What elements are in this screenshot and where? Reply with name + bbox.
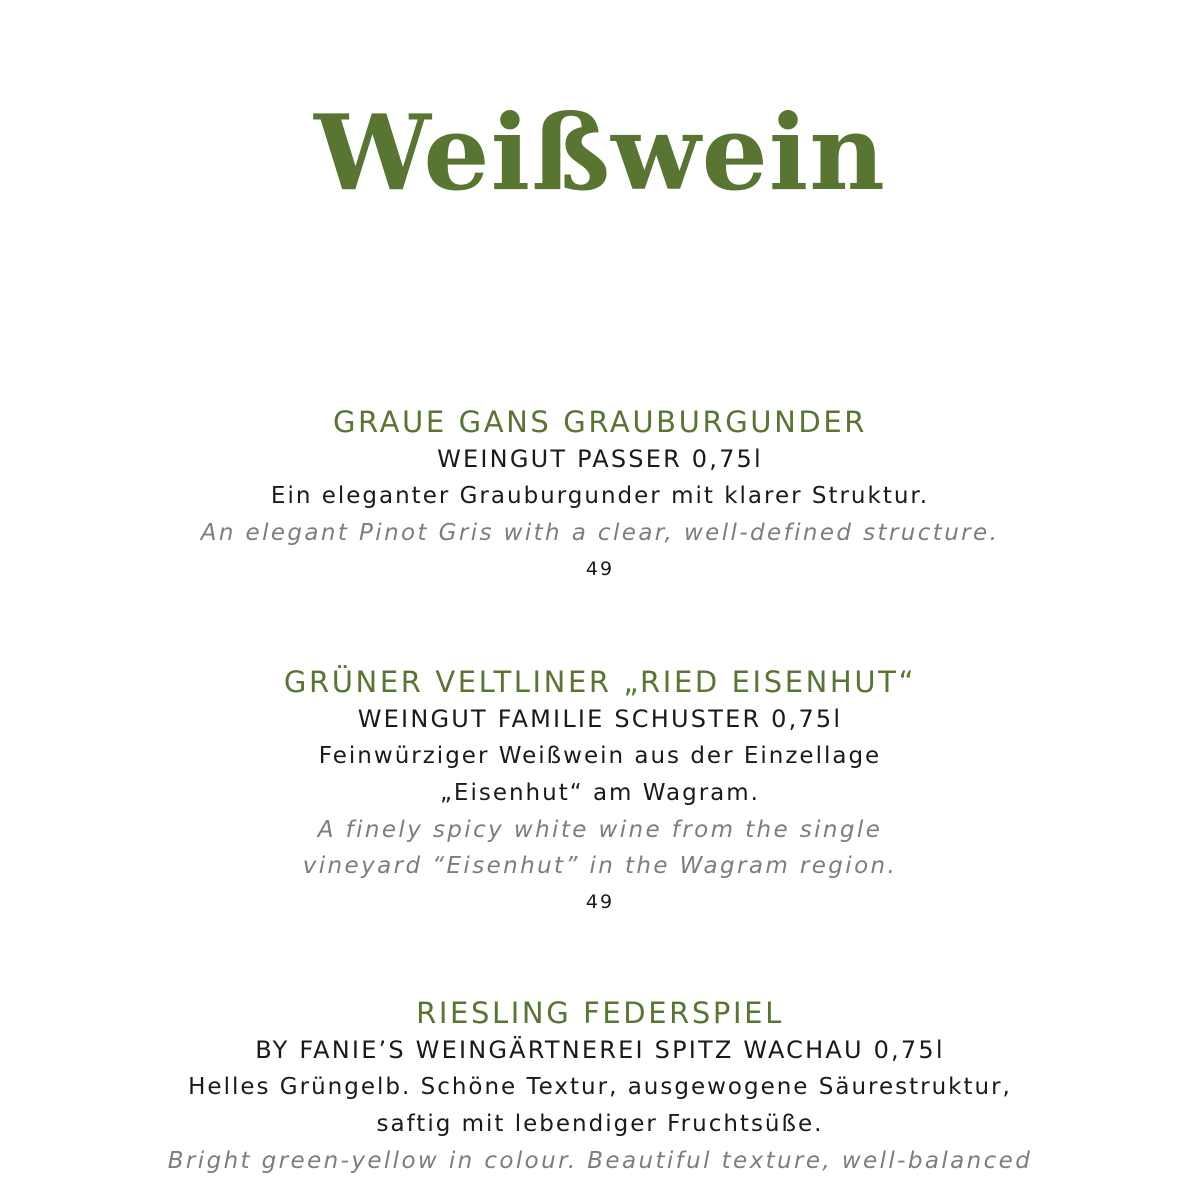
description-line: vineyard “Eisenhut” in the Wagram region. bbox=[302, 853, 898, 879]
wine-description-de bbox=[0, 738, 1200, 812]
wine-producer: WEINGUT FAMILIE SCHUSTER 0,75l bbox=[357, 705, 843, 733]
page-title: Weißwein bbox=[314, 91, 886, 214]
wine-name: GRÜNER VELTLINER „RIED EISENHUT“ bbox=[283, 665, 917, 699]
wine-description-en bbox=[0, 515, 1200, 551]
description-line: A finely spicy white wine from the single bbox=[317, 817, 883, 843]
description-line: Feinwürziger Weißwein aus der Einzellage bbox=[318, 743, 882, 769]
description-line: Bright green-yellow in colour. Beautiful texture, well-balanced bbox=[167, 1148, 1033, 1174]
wine-name: RIESLING FEDERSPIEL bbox=[416, 996, 784, 1030]
wine-price: 49 bbox=[585, 891, 615, 913]
description-line: Ein eleganter Grauburgunder mit klarer Struktur. bbox=[270, 483, 930, 509]
wine-description-de bbox=[0, 1069, 1200, 1143]
wine-description-en bbox=[0, 812, 1200, 884]
wine-price: 49 bbox=[585, 558, 615, 580]
wine-item-graue-gans bbox=[0, 403, 1200, 587]
wine-item-gruener-veltliner bbox=[0, 663, 1200, 920]
wine-description-de bbox=[0, 478, 1200, 515]
description-line: Helles Grüngelb. Schöne Textur, ausgewogene Säurestruktur, bbox=[188, 1074, 1012, 1100]
wine-producer: BY FANIE’S WEINGÄRTNEREI SPITZ WACHAU 0,75l bbox=[255, 1036, 945, 1064]
description-line: An elegant Pinot Gris with a clear, well-defined structure. bbox=[200, 520, 1000, 546]
wine-name: GRAUE GANS GRAUBURGUNDER bbox=[332, 405, 868, 439]
wine-producer: WEINGUT PASSER 0,75l bbox=[437, 445, 763, 473]
description-line: „Eisenhut“ am Wagram. bbox=[440, 780, 760, 806]
wine-item-riesling-federspiel bbox=[0, 994, 1200, 1179]
wine-description-en bbox=[0, 1143, 1200, 1179]
description-line: saftig mit lebendiger Fruchtsüße. bbox=[376, 1111, 824, 1137]
